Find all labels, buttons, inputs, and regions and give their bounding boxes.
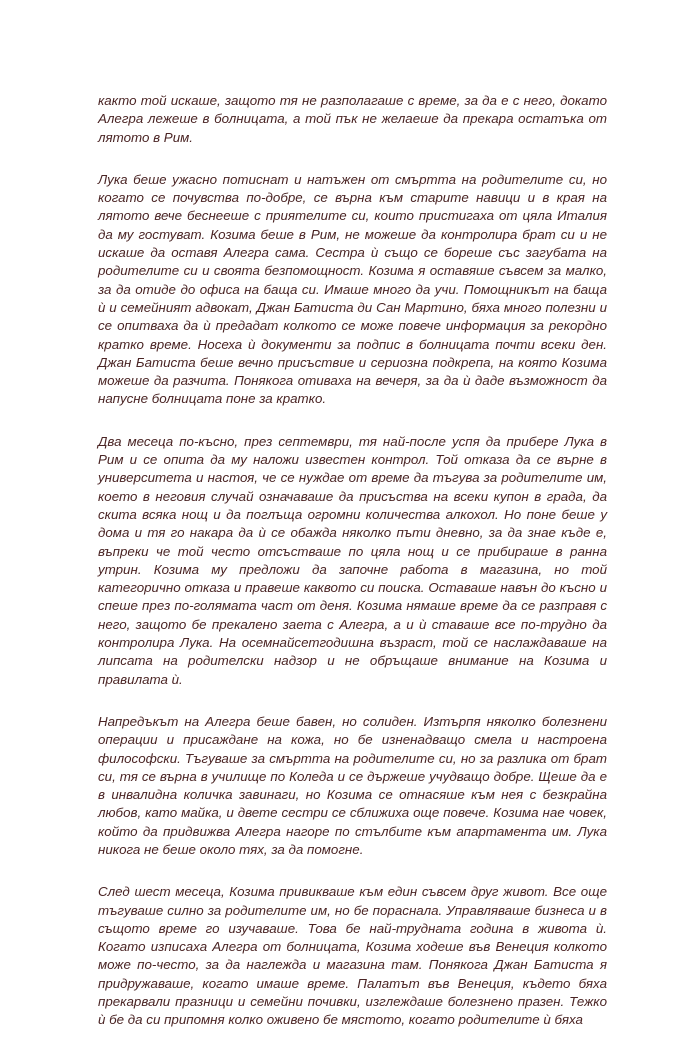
text-column xyxy=(98,92,607,1054)
paragraph-4: Напредъкът на Алегра беше бавен, но солиден. Изтърпя няколко болезнени операции и присаждане на кожа, но бе изненадващо смела и настроена философски. Тъгуваше за смъртта на родителите си, но за разлика от брат си, тя се върна в училище по Коледа и се държеше учудващо добре. Щеше да е в инвалидна количка завинаги, но Козима се отнасяше към нея с безкрайна любов, като майка, и двете сестри се сближиха още повече. Козима нае човек, който да придвижва Алегра нагоре по стълбите към апартамента им. Лука никога не беше около тях, за да помогне. xyxy=(98,713,607,857)
paragraph-3: Два месеца по-късно, през септември, тя най-после успя да прибере Лука в Рим и се опита да му наложи известен контрол. Той отказа да се върне в университета и настоя, че се нуждае от време да тъгува за родителите им, което в неговия случай означаваше да присъства на всеки купон в града, да скита всяка нощ и да поглъща огромни количества алкохол. Но поне беше у дома и тя го накара да ѝ се обажда няколко пъти дневно, за да знае къде е, въпреки че той често отсъстваше по цяла нощ и се прибираше в ранна утрин. Козима му предложи да започне работа в магазина, но той категорично отказа и правеше каквото си поиска. Оставаше навън до късно и спеше през по-голямата част от деня. Козима нямаше време да се разправя с него, защото бе прекалено заета с Алегра, а и ѝ ставаше все по-трудно да контролира Лука. На осемнайсетгодишна възраст, той се наслаждаваше на липсата на родителски надзор и не обръщаше внимание на Козима и правилата ѝ. xyxy=(98,433,607,687)
paragraph-5: След шест месеца, Козима привикваше към един съвсем друг живот. Все още тъгуваше силно за родителите им, но бе пораснала. Управляваше бизнеса и в същото време го изучаваше. Това бе най-трудната година в живота ѝ. Когато изписаха Алегра от болницата, Козима ходеше във Венеция колкото може по-често, за да наглежда и магазина там. Понякога Джан Батиста я придружаваше, когато имаше време. Палатът във Венеция, където бяха прекарвали празници и семейни почивки, изглеждаше болезнено празен. Тежко ѝ бе да си припомня колко оживено бе мястото, когато родителите ѝ бяха xyxy=(98,884,607,1028)
paragraph-2: Лука беше ужасно потиснат и натъжен от смъртта на родителите си, но когато се почувства по-добре, се върна към старите навици и в края на лятото вече беснееше с приятелите си, които пристигаха от цяла Италия да му гостуват. Козима беше в Рим, не можеше да контролира брат си и не искаше да оставя Алегра сама. Сестра ѝ също се бореше със загубата на родителите си и своята безпомощност. Козима я оставяше съвсем за малко, за да отиде до офиса на баща си. Имаше много да учи. Помощникът на баща ѝ и семейният адвокат, Джан Батиста ди Сан Мартино, бяха много полезни и се опитваха да ѝ предадат колкото се може повече информация за рекордно кратко време. Носеха ѝ документи за подпис в болницата почти всеки ден. Джан Батиста беше вечно присъствие и сериозна подкрепа, на която Козима можеше да разчита. Понякога отиваха на вечеря, за да ѝ даде възможност да напусне болницата поне за кратко. xyxy=(98,171,607,407)
paragraph-1: както той искаше, защото тя не разполагаше с време, за да е с него, докато Алегра лежеше в болницата, а той пък не желаеше да прекара остатъка от лятото в Рим. xyxy=(98,93,607,145)
